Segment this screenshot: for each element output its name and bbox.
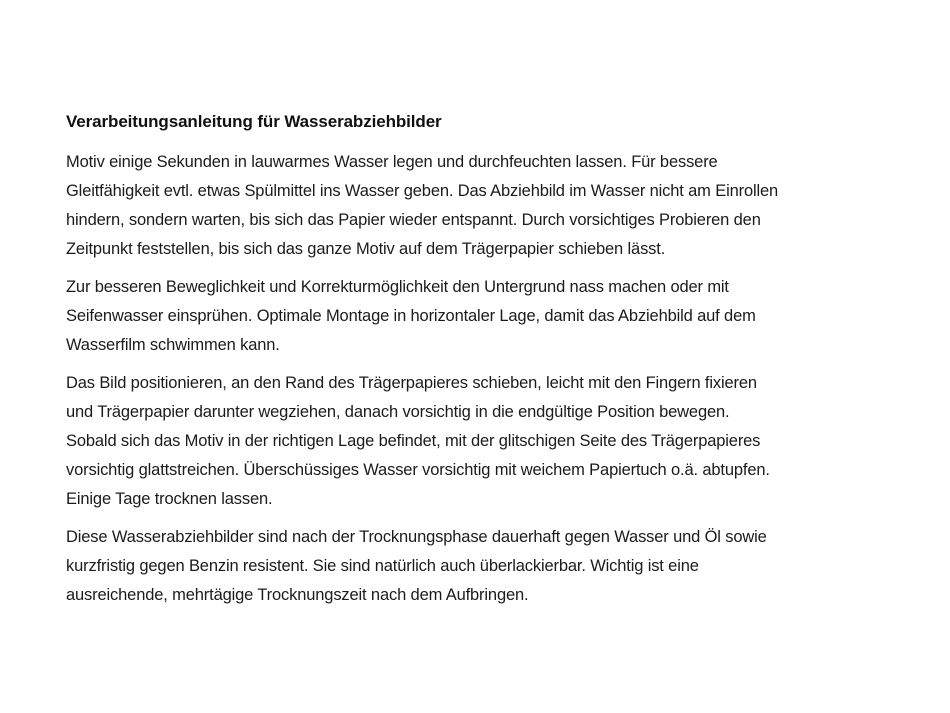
text-line: und Trägerpapier darunter wegziehen, danach vorsichtig in die endgültige Position bewegen.: [66, 403, 730, 421]
text-line: kurzfristig gegen Benzin resistent. Sie sind natürlich auch überlackierbar. Wichtig ist eine: [66, 557, 699, 575]
text-line: ausreichende, mehrtägige Trocknungszeit nach dem Aufbringen.: [66, 586, 529, 604]
paragraph-surface-prep: [66, 273, 910, 360]
paragraph-soaking: [66, 148, 910, 264]
text-line: Gleitfähigkeit evtl. etwas Spülmittel ins Wasser geben. Das Abziehbild im Wasser nicht am Einrollen: [66, 182, 779, 200]
document-title: Verarbeitungsanleitung für Wasserabziehbilder: [66, 112, 442, 131]
text-line: Seifenwasser einsprühen. Optimale Montage in horizontaler Lage, damit das Abziehbild auf dem: [66, 307, 756, 325]
text-line: Einige Tage trocknen lassen.: [66, 490, 273, 508]
text-line: Motiv einige Sekunden in lauwarmes Wasser legen und durchfeuchten lassen. Für bessere: [66, 153, 718, 171]
paragraph-durability: [66, 523, 910, 610]
text-line: Zeitpunkt feststellen, bis sich das ganze Motiv auf dem Trägerpapier schieben lässt.: [66, 240, 666, 258]
text-line: hindern, sondern warten, bis sich das Papier wieder entspannt. Durch vorsichtiges Probieren den: [66, 211, 761, 229]
text-line: Sobald sich das Motiv in der richtigen Lage befindet, mit der glitschigen Seite des Trägerpapieres: [66, 432, 761, 450]
text-line: Diese Wasserabziehbilder sind nach der Trocknungsphase dauerhaft gegen Wasser und Öl sowie: [66, 528, 767, 546]
text-line: Wasserfilm schwimmen kann.: [66, 336, 280, 354]
paragraph-positioning: [66, 369, 910, 514]
text-line: vorsichtig glattstreichen. Überschüssiges Wasser vorsichtig mit weichem Papiertuch o.ä. abtupfen.: [66, 461, 770, 479]
text-line: Das Bild positionieren, an den Rand des Trägerpapieres schieben, leicht mit den Fingern fixieren: [66, 374, 757, 392]
text-line: Zur besseren Beweglichkeit und Korrekturmöglichkeit den Untergrund nass machen oder mit: [66, 278, 729, 296]
